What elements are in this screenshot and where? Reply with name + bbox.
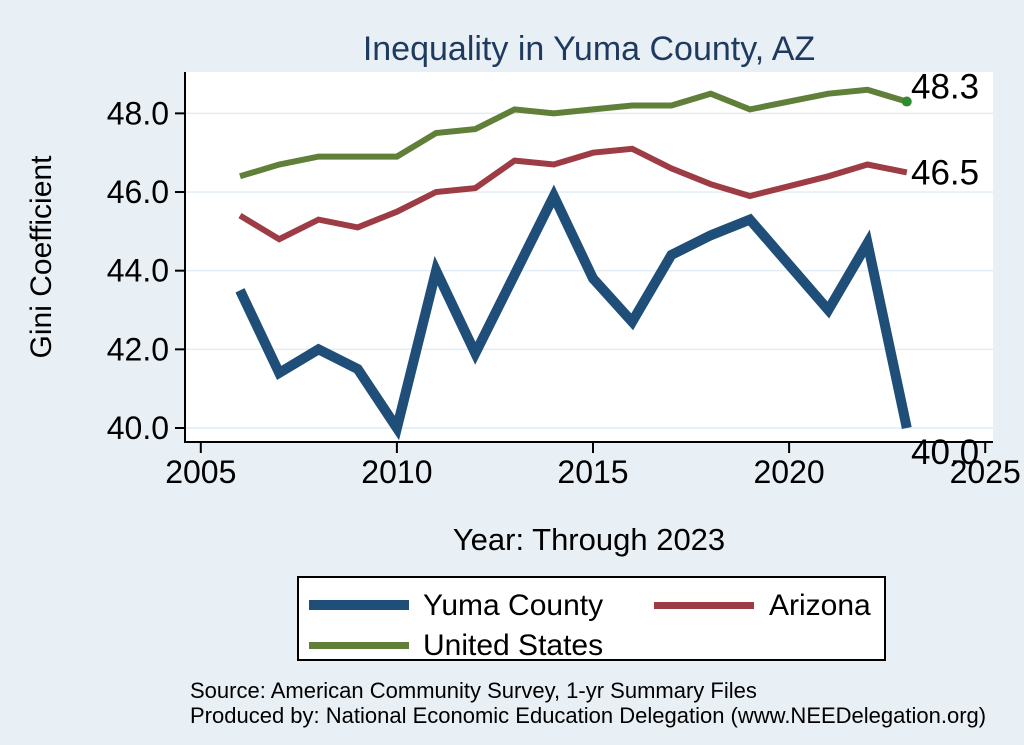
legend-swatch-arizona	[654, 602, 754, 609]
end-label-united-states: 48.3	[911, 67, 980, 107]
source-block	[190, 678, 986, 728]
x-tick-label: 2005	[165, 454, 237, 490]
legend-box	[297, 576, 886, 661]
legend-label-arizona: Arizona	[769, 589, 871, 622]
y-tick-label: 40.0	[106, 410, 169, 446]
y-tick-label: 48.0	[106, 95, 169, 132]
legend-label-yuma-county: Yuma County	[423, 589, 604, 622]
x-tick-label: 2010	[361, 454, 433, 490]
y-tick-label: 44.0	[106, 252, 169, 289]
legend-label-united-states: United States	[423, 629, 604, 662]
chart-title: Inequality in Yuma County, AZ	[362, 30, 816, 68]
y-tick-label: 42.0	[106, 331, 169, 368]
x-axis-title: Year: Through 2023	[452, 522, 726, 557]
legend-swatch-yuma-county	[309, 600, 409, 610]
y-axis-title: Gini Coefficient	[25, 155, 58, 359]
source-line: Source: American Community Survey, 1-yr Summary Files	[190, 678, 757, 703]
legend-swatch-united-states	[309, 642, 409, 649]
produced-by-line: Produced by: National Economic Education Delegation (www.NEEDelegation.org)	[190, 703, 987, 728]
end-label-arizona: 46.5	[911, 153, 980, 193]
x-tick-label: 2020	[753, 454, 825, 490]
x-tick-label: 2015	[557, 454, 629, 490]
end-label-yuma-county: 40.0	[911, 433, 980, 472]
y-tick-label: 46.0	[106, 174, 169, 211]
x-tick-label: 2025	[949, 454, 1021, 490]
